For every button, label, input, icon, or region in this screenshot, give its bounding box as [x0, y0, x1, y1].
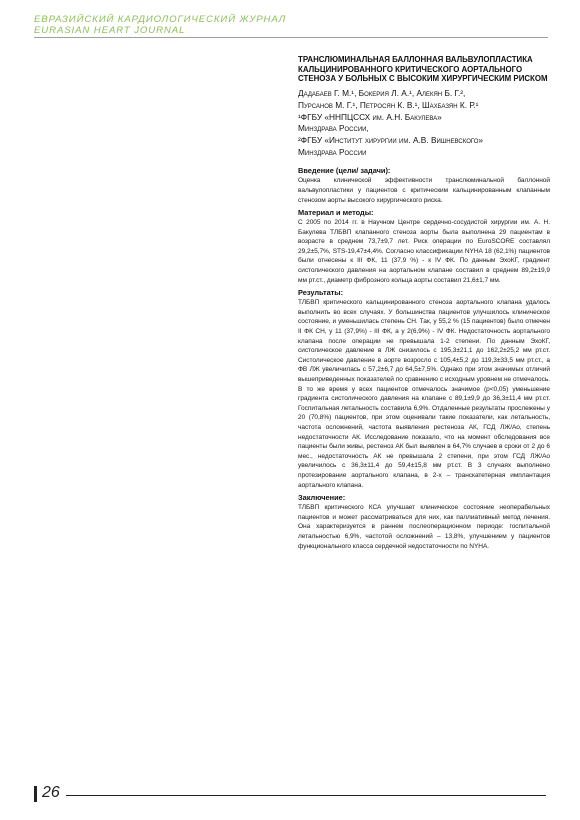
- methods-paragraph: С 2005 по 2014 гг. в Научном Центре сердечно-сосудистой хирургии им. А. Н. Бакулева ТЛБВП клапанного стеноза аорты была выполнена 29 пациентам в возрасте в среднем 73,7±9,7 лет. Риск операции по EuroSCORE составлял 29,2±5,7%, STS-19,47±4,4%. Согласно классификации NYHA 18 (62,1%) пациентов были отнесены к III ФК, 11 (37,9 %) - к IV ФК. По данным ЭхоКГ, градиент систолического давления на аортальном клапане составил в среднем 89,2±19,9 мм рт.ст., диаметр фиброзного кольца аорты составил 21,6±1,7 мм.: [298, 219, 550, 284]
- journal-name-en: EURASIAN HEART JOURNAL: [34, 25, 186, 36]
- journal-header: [34, 14, 548, 36]
- conclusion-paragraph: ТЛБВП критического КСА улучшает клиническое состояние неоперабельных пациентов и может рассматриваться для них, как паллиативный метод лечения. Она характеризуется в раннем послеоперационном периоде: госпитальной летальностью 6,9%, частотой осложнений – 13,8%, улучшением у пациентов функционального класса сердечной недостаточности по NYHA.: [298, 504, 550, 550]
- affiliation-2-line-1: ²ФГБУ «Институт хирургии им. А.В. Вишневского»: [298, 134, 484, 145]
- header-rule: [34, 37, 548, 38]
- footer-rule: [66, 795, 546, 796]
- affiliation-1-line-2: Минздрава России,: [298, 123, 369, 134]
- article-title: ТРАНСЛЮМИНАЛЬНАЯ БАЛЛОННАЯ ВАЛЬВУЛОПЛАСТИКА КАЛЬЦИНИРОВАННОГО КРИТИЧЕСКОГО АОРТАЛЬНОГО СТЕНОЗА У БОЛЬНЫХ С ВЫСОКИМ ХИРУРГИЧЕСКИМ РИСКОМ: [298, 55, 548, 84]
- authors-line-1: Дадабаев Г. М.¹, Бокерия Л. А.¹, Алекян Б. Г.²,: [298, 88, 466, 99]
- footer-bar: [34, 786, 37, 802]
- authors-line-2: Пурсанов М. Г.¹, Петросян К. В.¹, Шахбазян К. Р.¹: [298, 99, 479, 110]
- page-number: 26: [42, 784, 60, 801]
- intro-heading: Введение (цели/ задачи):: [298, 166, 391, 176]
- results-paragraph: ТЛБВП критического кальцинированного стеноза аортального клапана удалось выполнить во всех случаях. У большинства пациентов улучшилось клиническое состояние, и уменьшилась степень СН. Так, у 55,2 % (15 пациентов) было отмечен II ФК СН, у 11 (37,9%) - III ФК, а у 2(6,9%) - IV ФК. Недостаточность аортального клапана после операции не превышала 1-2 степени. По данным ЭхоКГ, систолическое давление в ЛЖ снизилось с 195,3±21,1 до 162,2±25,2 мм рт.ст. Систолическое давление в аорте возросло с 105,4±5,2 до 119,3±33,5 мм рт.ст., а ФВ ЛЖ увеличилась с 57,2±6,7 до 64,5±7,5%. Однако при этом значимых отличий вышеприведенных показателей по сравнению с исходным уровнем не отмечалось. В то же время у всех пациентов отмечалось значимое (p<0,05) уменьшение градиента систолического давления на клапане с 89,1±9,9 до 36,3±11,4 мм рт.ст. Госпитальная летальность составила 6,9%. Отдаленные результаты прослежены у 20 (70,8%) пациентов, при этом оценивали такие показатели, как летальность, частота осложнений, частота выявления рестеноза АК, ГСД ЛЖ/Ао, степень недостаточности АК. Исследование показало, что на момент обследования все пациенты были живы, рестеноз АК был выявлен в 64,7% случаев в сроки от 2 до 6 мес., недостаточность АК не превышала 2 степени, при этом ГСД ЛЖ/Ао увеличилось с 36,3±11,4 до 59,4±15,8 мм рт.ст. В 3 случаях выполнено протезирование аортального клапана, в 2-х – транскатетерная имплантация аортального клапана.: [298, 299, 550, 489]
- article-column: [298, 55, 550, 551]
- conclusion-heading: Заключение:: [298, 493, 346, 503]
- methods-heading: Материал и методы:: [298, 208, 374, 218]
- affiliation-1-line-1: ¹ФГБУ «ННПЦССХ им. А.Н. Бакулева»: [298, 111, 442, 122]
- intro-paragraph: Оценка клинической эффективности транслюминальной баллонной вальвулопластики у пациентов с критическим кальцинированным клапанным стенозом аорты высокого хирургического риска.: [298, 177, 550, 204]
- affiliation-2-line-2: Минздрава России: [298, 146, 367, 157]
- journal-name-ru: ЕВРАЗИЙСКИЙ КАРДИОЛОГИЧЕСКИЙ ЖУРНАЛ: [34, 14, 287, 25]
- results-heading: Результаты:: [298, 288, 344, 298]
